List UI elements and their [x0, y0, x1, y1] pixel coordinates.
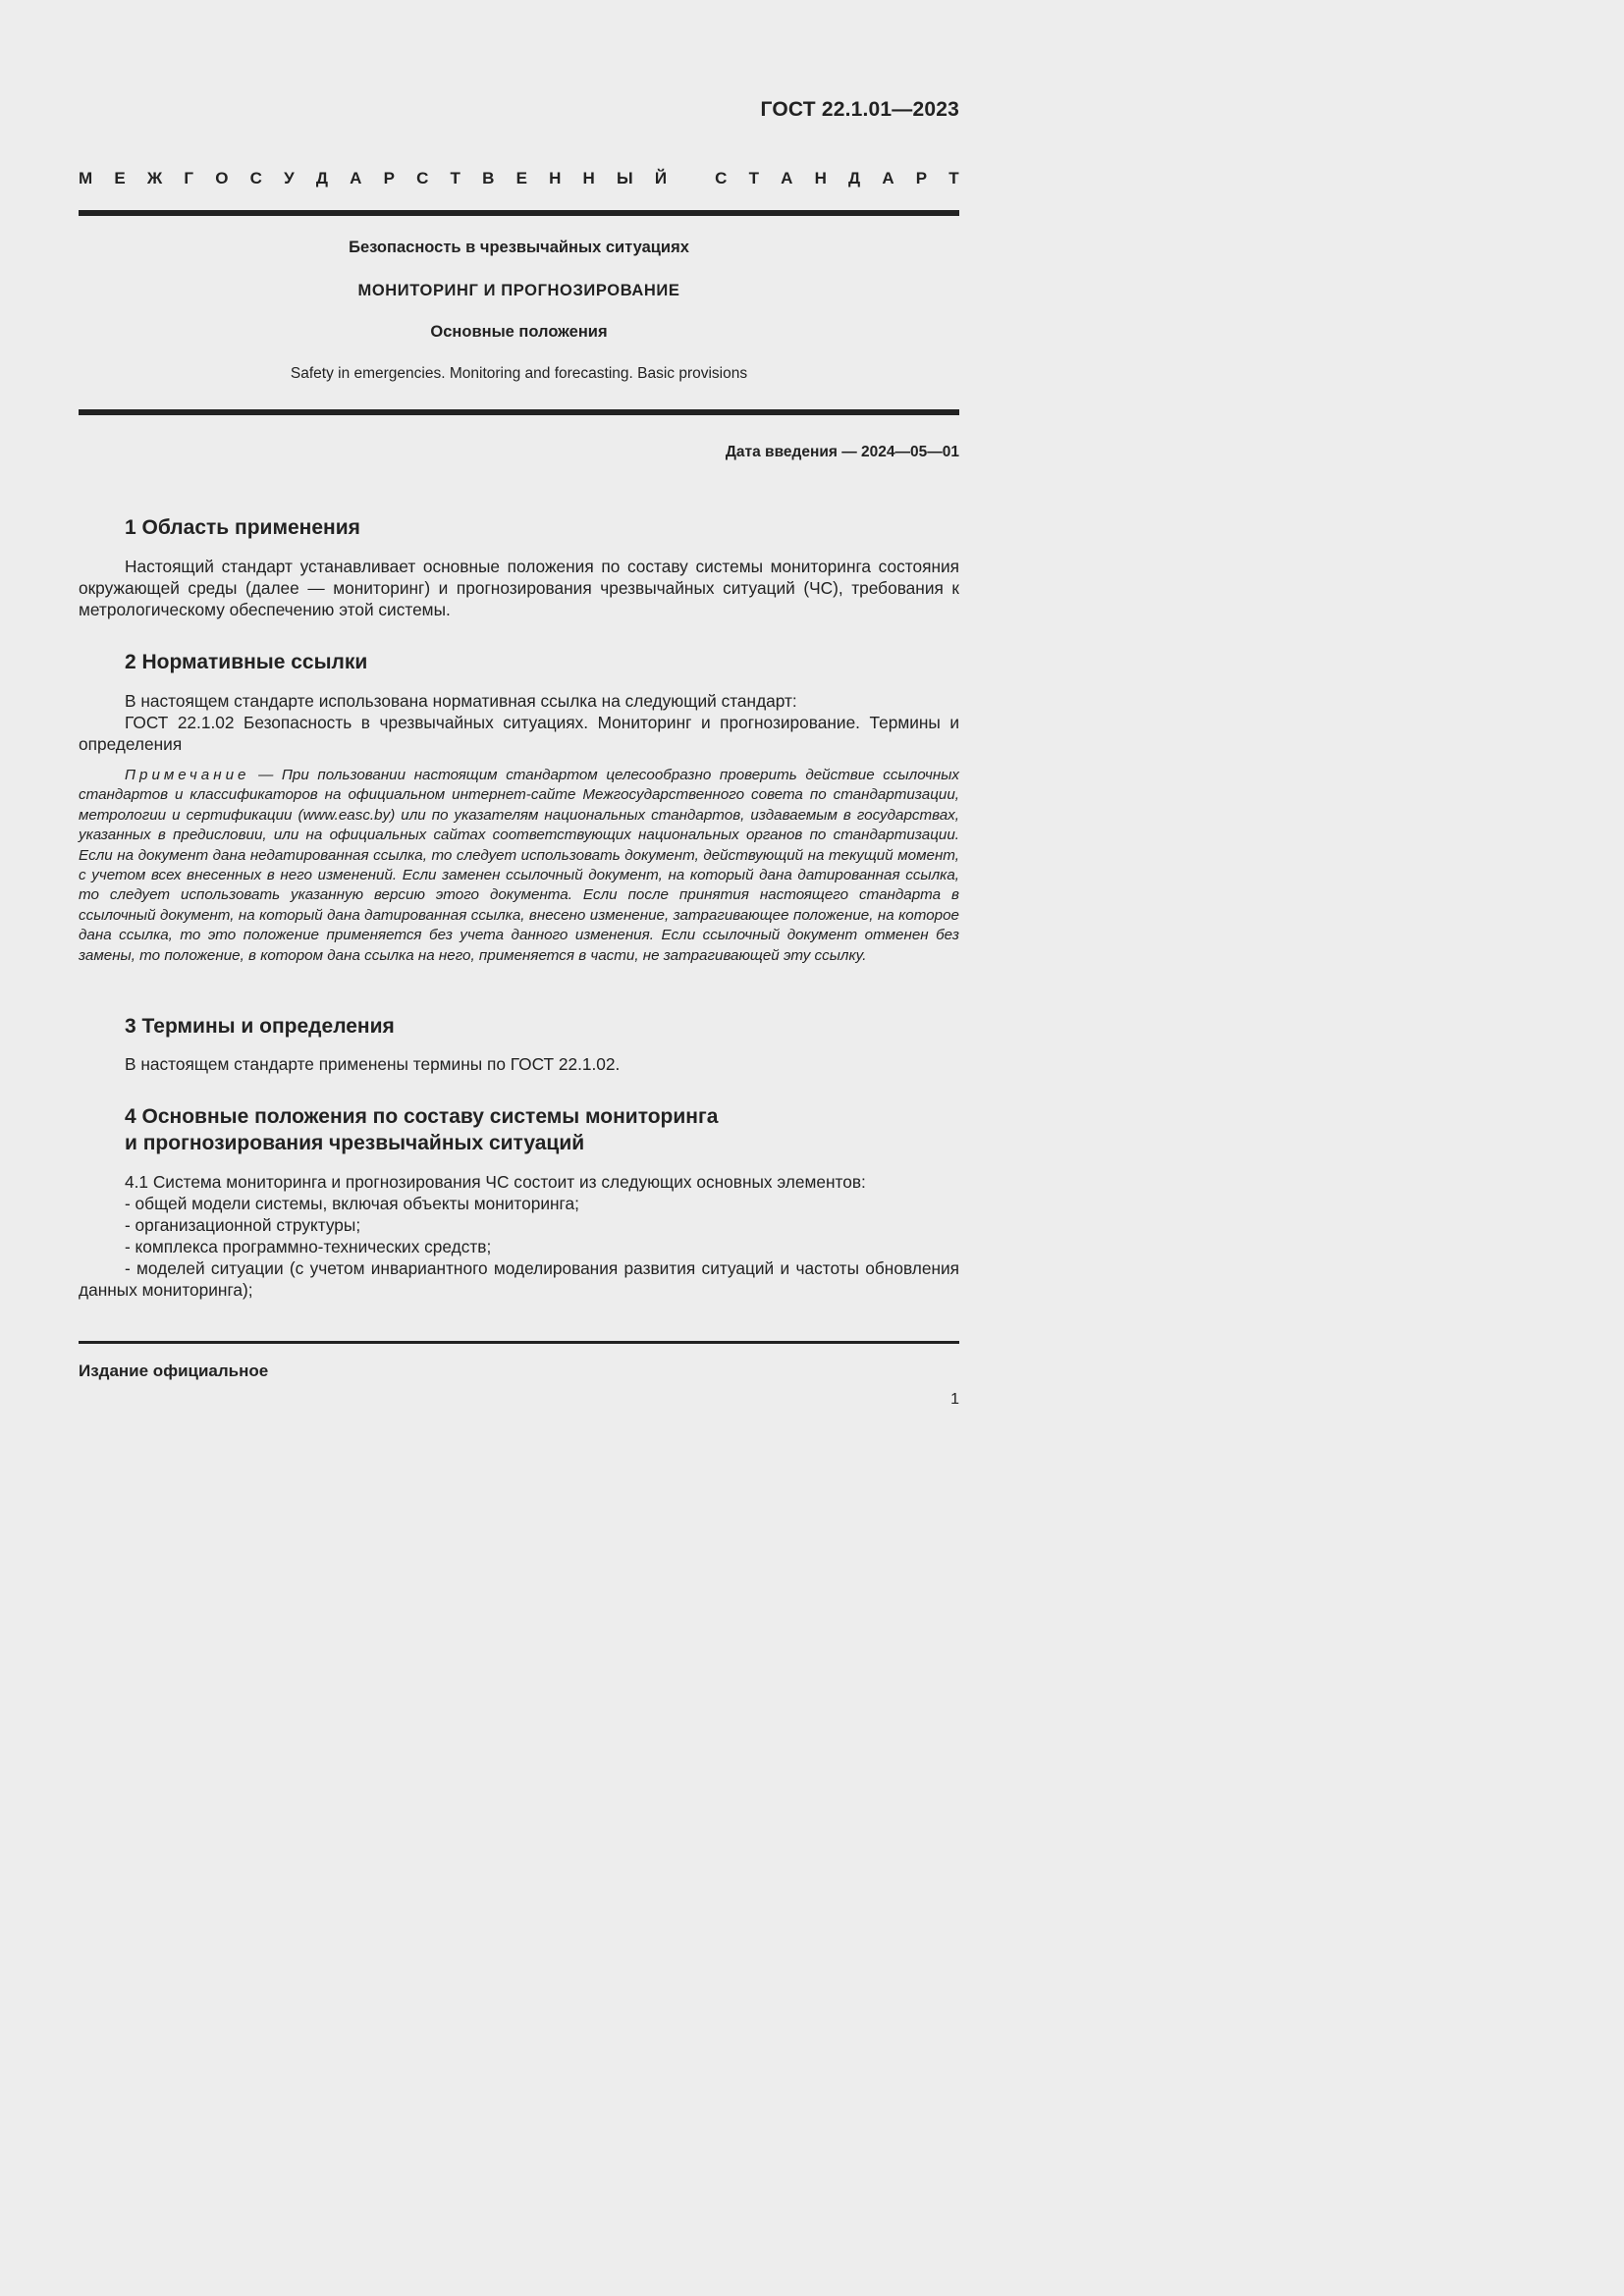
section-4-heading-line-1: 4 Основные положения по составу системы мониторинга	[125, 1105, 719, 1128]
list-item: - организационной структуры;	[125, 1215, 361, 1235]
divider-top	[79, 210, 959, 216]
heading-letter: А	[350, 169, 362, 187]
heading-letter: Е	[515, 169, 527, 187]
heading-letter: Ж	[146, 169, 163, 187]
heading-letter: Д	[848, 169, 861, 187]
letter-gap	[688, 169, 693, 188]
english-title: Safety in emergencies. Monitoring and forecasting. Basic provisions	[290, 365, 748, 382]
heading-letter: Р	[915, 169, 928, 187]
clause-4-1: 4.1 Система мониторинга и прогнозирования ЧС состоит из следующих основных элементов:	[125, 1172, 866, 1192]
heading-letter: Й	[654, 169, 668, 187]
heading-letter: Н	[814, 169, 827, 187]
section-2-text-1: В настоящем стандарте использована нормативная ссылка на следующий стандарт:	[125, 691, 797, 711]
heading-letter: С	[416, 169, 429, 187]
heading-letter: Т	[948, 169, 959, 187]
heading-letter: Е	[114, 169, 126, 187]
divider-footer	[79, 1341, 959, 1344]
heading-letter: О	[215, 169, 229, 187]
document-title: МОНИТОРИНГ И ПРОГНОЗИРОВАНИЕ	[357, 282, 680, 299]
section-2-heading: 2 Нормативные ссылки	[125, 651, 368, 673]
introduction-date: Дата введения — 2024—05—01	[725, 444, 959, 460]
heading-letter: С	[715, 169, 728, 187]
page-number: 1	[950, 1391, 959, 1408]
heading-letter: Т	[748, 169, 759, 187]
document-number: ГОСТ 22.1.01—2023	[760, 98, 959, 121]
standard-type-heading	[79, 169, 959, 188]
heading-letter: Т	[450, 169, 460, 187]
section-3-heading: 3 Термины и определения	[125, 1015, 395, 1038]
section-1-text: Настоящий стандарт устанавливает основные положения по составу системы мониторинга состояния окружающей среды (далее — мониторинг) и прогнозирования чрезвычайных ситуаций (ЧС), требования к метрологическому обеспечению этой системы.	[79, 557, 959, 619]
heading-letter: Д	[315, 169, 328, 187]
official-edition-label: Издание официальное	[79, 1362, 269, 1380]
divider-title	[79, 409, 959, 415]
heading-letter: В	[482, 169, 495, 187]
section-1-heading: 1 Область применения	[125, 516, 360, 539]
heading-letter: Ы	[616, 169, 633, 187]
heading-letter: Н	[549, 169, 562, 187]
heading-letter: А	[781, 169, 793, 187]
heading-letter: Р	[383, 169, 395, 187]
section-3-text: В настоящем стандарте применены термины по ГОСТ 22.1.02.	[125, 1054, 621, 1074]
heading-letter: А	[882, 169, 894, 187]
heading-letter: Г	[184, 169, 194, 187]
list-item: - моделей ситуации (с учетом инвариантного моделирования развития ситуаций и частоты обновления данных мониторинга);	[79, 1258, 959, 1300]
section-2-note	[79, 766, 959, 966]
section-2-reference: ГОСТ 22.1.02 Безопасность в чрезвычайных ситуациях. Мониторинг и прогнозирование. Термины и определения	[79, 713, 959, 754]
list-item: - комплекса программно-технических средств;	[125, 1237, 492, 1256]
list-item: - общей модели системы, включая объекты мониторинга;	[125, 1194, 579, 1213]
heading-letter: Н	[582, 169, 595, 187]
heading-letter: У	[284, 169, 295, 187]
heading-letter: М	[79, 169, 93, 187]
document-subtitle: Основные положения	[430, 323, 608, 341]
section-4-heading-line-2: и прогнозирования чрезвычайных ситуаций	[125, 1132, 585, 1154]
note-text: — При пользовании настоящим стандартом целесообразно проверить действие ссылочных стандартов и классификаторов на официальном интернет-сайте Межгосударственного совета по стандартизации, метрологии и сертификации (www.easc.by) или по указателям национальных стандартов, издаваемым в государствах, указанных в предисловии, или на официальных сайтах соответствующих национальных органов по стандартизации. Если на документ дана недатированная ссылка, то следует использовать документ, действующий на текущий момент, с учетом всех внесенных в него изменений. Если заменен ссылочный документ, на который дана датированная ссылка, то следует использовать указанную версию этого документа. Если после принятия настоящего стандарта в ссылочный документ, на который дана датированная ссылка, внесено изменение, затрагивающее положение, на которое дана ссылка, то это положение применяется без учета данного изменения. Если ссылочный документ отменен без замены, то положение, в котором дана ссылка на него, применяется в части, не затрагивающей эту ссылку.	[79, 767, 959, 964]
heading-letter: С	[249, 169, 262, 187]
document-subject: Безопасность в чрезвычайных ситуациях	[349, 239, 689, 256]
note-label: Примечание	[125, 767, 250, 783]
